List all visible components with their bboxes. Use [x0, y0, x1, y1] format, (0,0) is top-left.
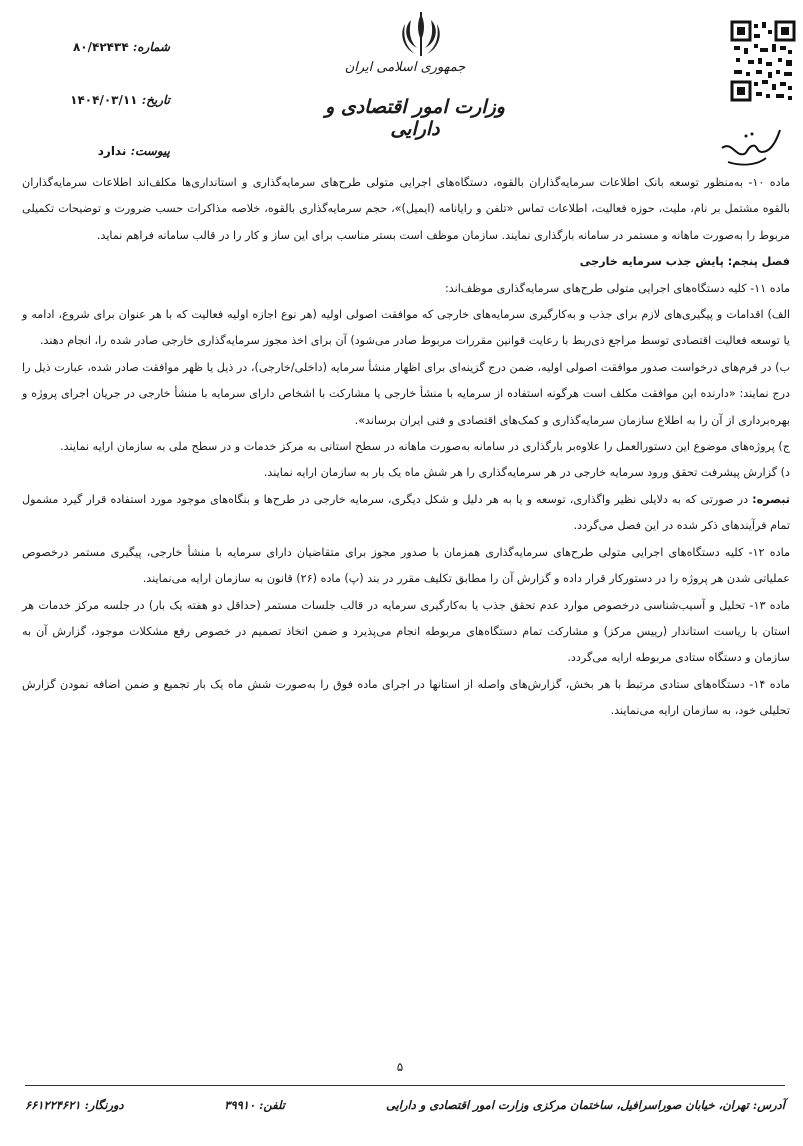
note-paragraph: [22, 487, 790, 540]
footer-phone: تلفن: ۳۹۹۱۰: [224, 1098, 285, 1112]
footer-fax: دورنگار: ۶۶۱۲۲۴۶۲۱: [25, 1098, 124, 1112]
letter-attachment: [20, 144, 170, 158]
article-11-clause-b: ب) در فرم‌های درخواست صدور موافقت اصولی اولیه، ضمن درج گزینه‌ای برای اظهار منشأ سرمایه (داخلی/خارجی)، در ذیل یا ظهر موافقت صادر شده، عبارت ذیل را درج نمایند: «دارنده این موافقت مکلف است هرگونه استفاده از سرمایه با منشأ خارجی یا مشارکت با اشخاص دارای سرمایه با منشأ خارجی در جریان اجرای پروژه و بهره‌برداری از آن را به اطلاع سازمان سرمایه‌گذاری و کمک‌های اقتصادی و فنی ایران برساند».: [22, 360, 790, 427]
letter-number: [20, 40, 170, 54]
date-value: ۱۴۰۴/۰۳/۱۱: [70, 93, 138, 107]
article-14: ماده ۱۴- دستگاه‌های ستادی مرتبط با هر بخش، گزارش‌های واصله از استانها در اجرای ماده فوق را به‌صورت شش ماه یک بار تجمیع و ضمن اضافه نمودن گزارش تحلیلی خود، به سازمان ارایه می‌نمایند.: [22, 677, 790, 718]
attachment-value: ندارد: [97, 144, 127, 158]
ministry-title: وزارت امور اقتصادی و دارایی: [325, 96, 505, 140]
note-text: در صورتی که به دلایلی نظیر واگذاری، توسعه و یا به هر دلیل و شکل دیگری، سرمایه خارجی در طرح‌ها و بنگاه‌های موجود مورد استفاده قرار گیرد مشمول تمام فرآیندهای ذکر شده در این فصل می‌گردد.: [22, 492, 790, 533]
letter-date: [20, 93, 170, 107]
article-11-intro: ماده ۱۱- کلیه دستگاه‌های اجرایی متولی طرح‌های سرمایه‌گذاری موظف‌اند:: [444, 281, 790, 295]
country-title: جمهوری اسلامی ایران: [344, 60, 466, 75]
article-10: ماده ۱۰- به‌منظور توسعه بانک اطلاعات سرمایه‌گذاران بالقوه، دستگاه‌های اجرایی متولی طرح‌های سرمایه‌گذاری و استانداری‌ها مکلف‌اند اطلاعات سرمایه‌گذاران بالقوه مشتمل بر نام، ملیت، حوزه فعالیت، اطلاعات تماس «تلفن و رایانامه (ایمیل)»، حجم سرمایه‌گذاری بالقوه، خلاصه مذاکرات حسب ضرورت و توضیحات تکمیلی مربوط را به‌صورت ماهانه و مستمر در سامانه بارگذاری نمایند. سازمان موظف است بستر مناسب برای این ساز و کار را در قالب سامانه فراهم نماید.: [22, 176, 790, 242]
date-label: تاریخ:: [141, 93, 170, 107]
attachment-label: پیوست:: [130, 144, 170, 158]
qr-code-icon: [730, 20, 796, 102]
number-value: ۸۰/۴۲۴۳۴: [72, 40, 129, 54]
number-label: شماره:: [132, 40, 170, 54]
footer-address: آدرس: تهران، خیابان صوراسرافیل، ساختمان مرکزی وزارت امور اقتصادی و دارایی: [386, 1098, 785, 1112]
handwritten-note-signature: [716, 122, 786, 172]
iran-emblem-icon: [397, 10, 445, 60]
article-13: ماده ۱۳- تحلیل و آسیب‌شناسی درخصوص موارد عدم تحقق جذب یا به‌کارگیری سرمایه در قالب جلسات مستمر (حداقل دو هفته یک بار) در جلسه مرکز خدمات هر استان با ریاست استاندار (رییس مرکز) و مشارکت تمام دستگاه‌های مربوطه انجام می‌پذیرد و ضمن اتخاذ تصمیم در خصوص رفع مشکلات موجود، گزارش آن به سازمان و دستگاه ستادی مربوطه ارایه می‌گردد.: [22, 598, 790, 665]
article-11-clause-a: الف) اقدامات و پیگیری‌های لازم برای جذب و به‌کارگیری سرمایه‌های خارجی که موافقت اصولی اولیه (هر نوع اجازه اولیه فعالیت که با هر عنوان برای شروع، ادامه و یا توسعه فعالیت اقتصادی توسط مراجع ذی‌ربط با رعایت قوانین مقررات مربوط صادر می‌شود) آن برای اخذ مجوز سرمایه‌گذاری خارجی صادر شده را، انجام دهند.: [22, 308, 790, 348]
note-label: تبصره:: [752, 492, 790, 506]
letter-body: [22, 170, 790, 725]
letter-footer: [25, 1094, 785, 1124]
article-11-clause-c: ج) پروژه‌های موضوع این دستورالعمل را علاوه‌بر بارگذاری در سامانه به‌صورت ماهانه در سطح استانی به مرکز خدمات و در سطح ملی به سازمان ارایه نمایند.: [60, 440, 790, 454]
article-12: ماده ۱۲- کلیه دستگاه‌های اجرایی متولی طرح‌های سرمایه‌گذاری همزمان با صدور مجوز برای متقاضیان دارای سرمایه با منشأ خارجی، پیگیری مستمر درخصوص عملیاتی شدن هر پروژه را در دستورکار قرار داده و گزارش آن را مطابق تکلیف مقرر در بند (پ) ماده (۲۶) قانون به سازمان ارایه می‌نمایند.: [22, 545, 790, 586]
article-11-clause-d: د) گزارش پیشرفت تحقق ورود سرمایه خارجی در هر سرمایه‌گذاری را هر شش ماه یک بار به سازمان ارایه نمایند.: [263, 466, 790, 480]
page-number: ۵: [396, 1060, 404, 1074]
footer-divider: [25, 1085, 785, 1086]
section-5-title: فصل پنجم: پایش جذب سرمایه خارجی: [579, 255, 790, 269]
